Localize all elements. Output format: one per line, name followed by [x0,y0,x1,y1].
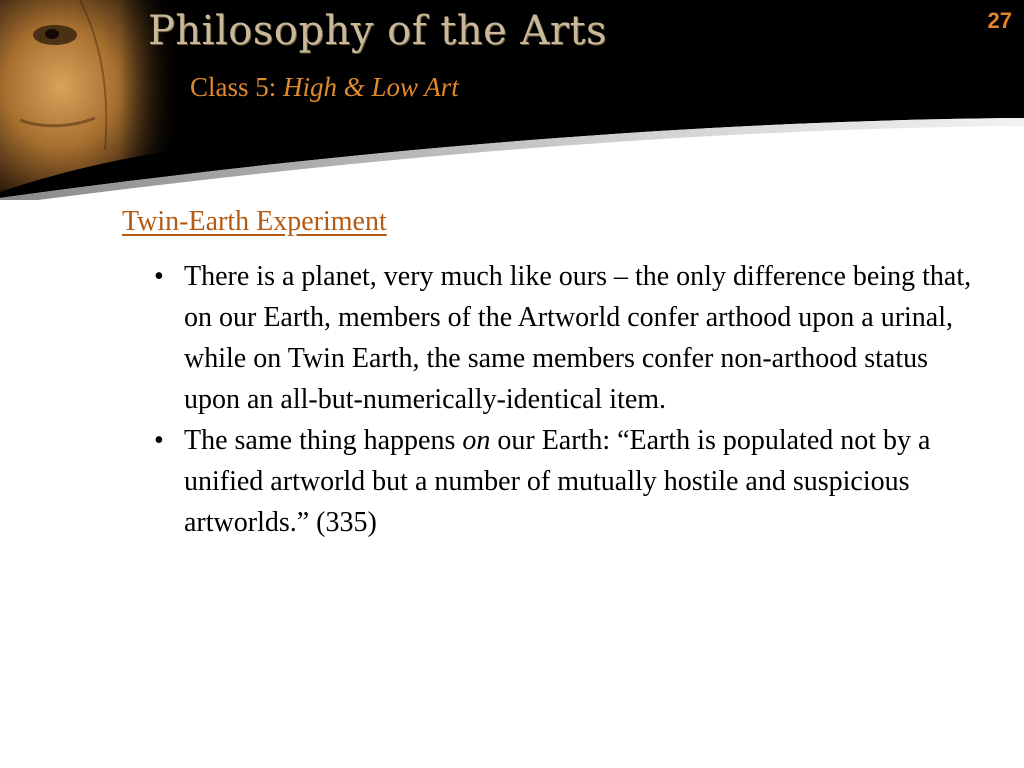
bullet-text-start: The same thing happens [184,425,463,456]
class-topic: High & Low Art [283,72,459,102]
slide-number: 27 [987,8,1012,33]
class-subtitle [190,72,459,103]
course-title: Philosophy of the Arts [148,8,608,54]
bullet-list [154,256,974,543]
bullet-text-emphasis: on [462,425,491,456]
section-heading: Twin-Earth Experiment [122,206,387,237]
bullet-text-end: our Earth: “Earth is populated not by a unified artworld but a number of mutually hostile and suspicious artworlds.” (335) [184,425,931,538]
class-prefix: Class 5: [190,72,284,102]
bullet-text: There is a planet, very much like ours – the only difference being that, on our Earth, members of the Artworld confer arthood upon a urinal, while on Twin Earth, the same members confer non-arthood status upon an all-but-numerically-identical item. [184,261,972,415]
list-item [154,256,974,420]
bullet-icon: • [154,425,164,456]
list-item [154,420,974,543]
bullet-icon: • [154,261,164,292]
